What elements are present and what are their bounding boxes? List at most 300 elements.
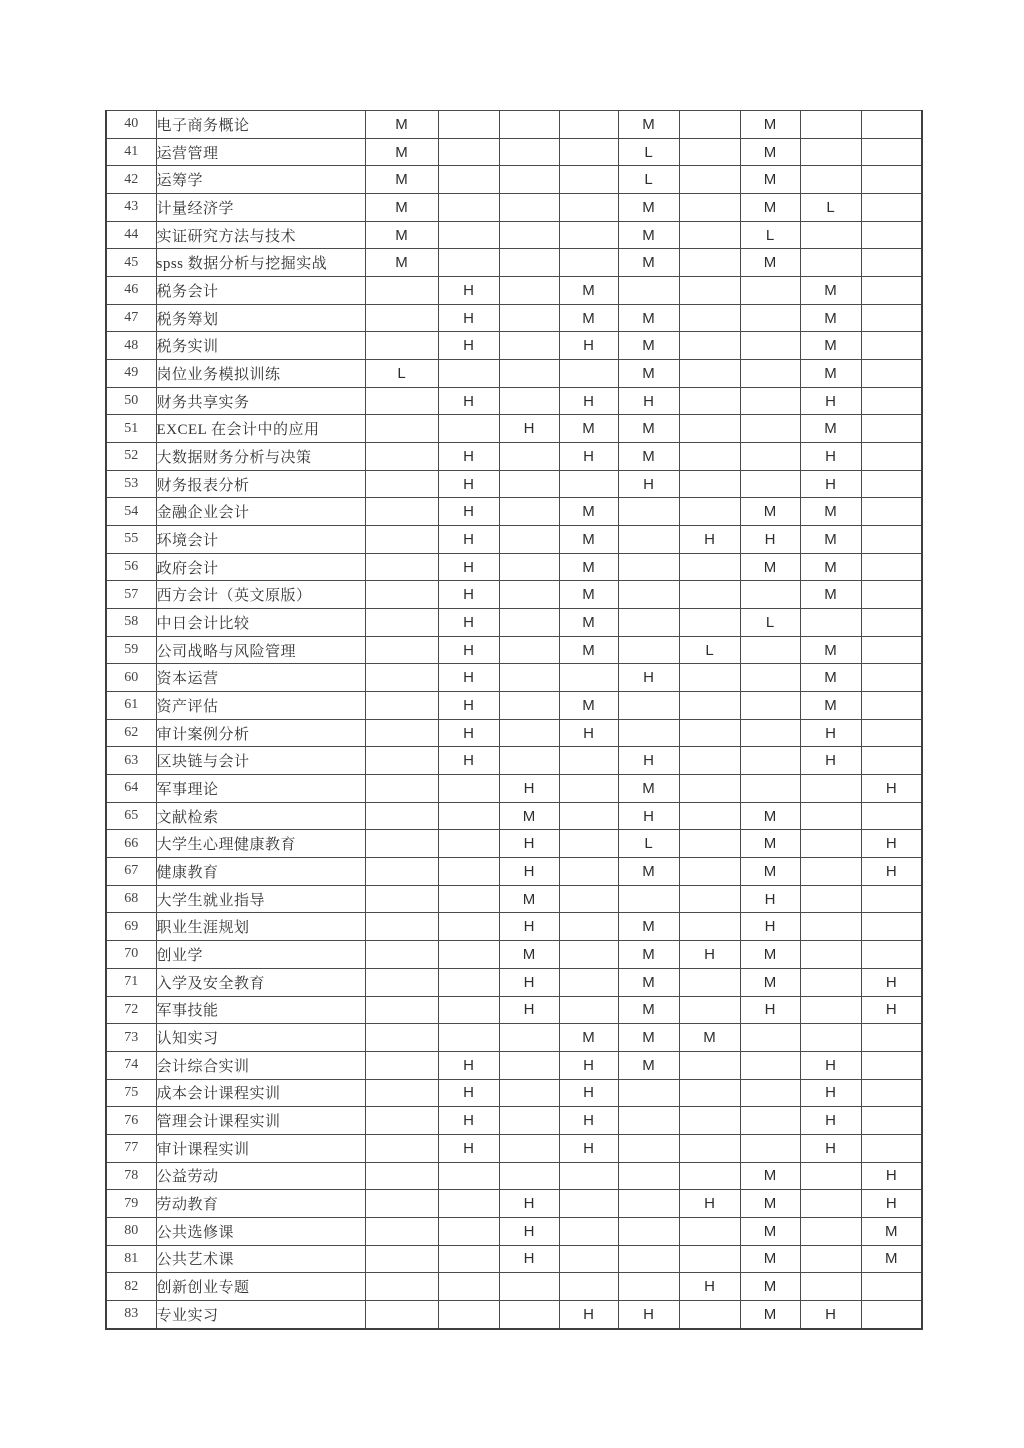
matrix-cell: M (499, 885, 559, 913)
matrix-cell: M (618, 775, 679, 803)
matrix-cell (679, 996, 740, 1024)
course-name: 财务报表分析 (156, 470, 365, 498)
matrix-cell (365, 1245, 438, 1273)
matrix-cell: H (438, 553, 499, 581)
matrix-cell (861, 387, 922, 415)
matrix-cell (499, 470, 559, 498)
matrix-cell: L (618, 166, 679, 194)
table-row (106, 858, 922, 886)
matrix-cell: H (438, 498, 499, 526)
table-row (106, 1217, 922, 1245)
matrix-cell (740, 747, 800, 775)
matrix-cell (679, 692, 740, 720)
matrix-cell: M (740, 1300, 800, 1329)
matrix-cell: H (800, 747, 861, 775)
matrix-cell: M (618, 1051, 679, 1079)
course-name: 运筹学 (156, 166, 365, 194)
matrix-cell (438, 830, 499, 858)
matrix-cell (438, 1024, 499, 1052)
matrix-cell (499, 526, 559, 554)
matrix-cell (365, 553, 438, 581)
matrix-cell (740, 664, 800, 692)
row-number: 74 (106, 1051, 156, 1079)
matrix-cell: H (438, 1079, 499, 1107)
row-number: 44 (106, 221, 156, 249)
matrix-cell: M (559, 692, 618, 720)
matrix-cell (740, 1079, 800, 1107)
matrix-cell (559, 1273, 618, 1301)
table-row (106, 360, 922, 388)
row-number: 65 (106, 802, 156, 830)
row-number: 47 (106, 304, 156, 332)
matrix-cell (861, 360, 922, 388)
row-number: 63 (106, 747, 156, 775)
matrix-cell (438, 885, 499, 913)
matrix-cell: L (740, 609, 800, 637)
matrix-cell: H (800, 1134, 861, 1162)
table-row (106, 1273, 922, 1301)
matrix-cell (438, 775, 499, 803)
matrix-cell: M (365, 138, 438, 166)
matrix-cell: H (438, 1134, 499, 1162)
matrix-cell: L (740, 221, 800, 249)
matrix-cell (861, 415, 922, 443)
matrix-cell (679, 885, 740, 913)
matrix-cell: H (438, 747, 499, 775)
matrix-cell: M (740, 553, 800, 581)
matrix-cell (861, 1024, 922, 1052)
table-row (106, 1079, 922, 1107)
matrix-cell: M (559, 609, 618, 637)
matrix-cell (800, 941, 861, 969)
matrix-cell: M (800, 277, 861, 305)
matrix-cell (559, 360, 618, 388)
matrix-cell (740, 775, 800, 803)
matrix-cell: H (438, 387, 499, 415)
matrix-cell: H (438, 526, 499, 554)
row-number: 78 (106, 1162, 156, 1190)
matrix-cell (679, 221, 740, 249)
matrix-cell: M (559, 526, 618, 554)
matrix-cell (679, 664, 740, 692)
course-name: 创新创业专题 (156, 1273, 365, 1301)
matrix-cell (800, 996, 861, 1024)
matrix-cell: H (679, 526, 740, 554)
matrix-cell (618, 609, 679, 637)
matrix-cell (740, 1107, 800, 1135)
matrix-cell (365, 941, 438, 969)
matrix-cell (679, 1051, 740, 1079)
matrix-cell: M (618, 941, 679, 969)
matrix-cell (800, 138, 861, 166)
matrix-cell (365, 332, 438, 360)
matrix-cell (861, 138, 922, 166)
matrix-cell (438, 1162, 499, 1190)
row-number: 69 (106, 913, 156, 941)
course-name: 公司战略与风险管理 (156, 636, 365, 664)
matrix-cell (438, 249, 499, 277)
matrix-cell (365, 1107, 438, 1135)
row-number: 46 (106, 277, 156, 305)
matrix-cell (861, 1134, 922, 1162)
matrix-cell: H (740, 996, 800, 1024)
matrix-cell: M (365, 194, 438, 222)
matrix-cell (438, 415, 499, 443)
matrix-cell (740, 636, 800, 664)
matrix-cell (438, 1190, 499, 1218)
matrix-cell (365, 719, 438, 747)
matrix-cell (861, 443, 922, 471)
matrix-cell (679, 858, 740, 886)
matrix-cell (365, 802, 438, 830)
matrix-cell (800, 609, 861, 637)
matrix-cell: M (499, 941, 559, 969)
matrix-cell: H (559, 719, 618, 747)
matrix-cell (365, 277, 438, 305)
matrix-cell: M (618, 443, 679, 471)
matrix-cell (559, 913, 618, 941)
course-name: EXCEL 在会计中的应用 (156, 415, 365, 443)
matrix-cell (559, 775, 618, 803)
matrix-cell (365, 1300, 438, 1329)
row-number: 53 (106, 470, 156, 498)
matrix-cell (365, 1134, 438, 1162)
matrix-cell (438, 1217, 499, 1245)
course-name: 大学生心理健康教育 (156, 830, 365, 858)
matrix-cell: H (679, 1273, 740, 1301)
matrix-cell (861, 802, 922, 830)
course-name: 认知实习 (156, 1024, 365, 1052)
matrix-cell: M (365, 249, 438, 277)
matrix-cell (365, 968, 438, 996)
matrix-cell (679, 913, 740, 941)
table-row (106, 221, 922, 249)
matrix-cell: M (679, 1024, 740, 1052)
matrix-cell: H (499, 1217, 559, 1245)
matrix-cell (861, 304, 922, 332)
course-name: 区块链与会计 (156, 747, 365, 775)
table-row (106, 581, 922, 609)
matrix-cell: M (800, 498, 861, 526)
course-name: 税务会计 (156, 277, 365, 305)
matrix-cell (800, 1162, 861, 1190)
matrix-cell (740, 581, 800, 609)
matrix-cell (365, 415, 438, 443)
table-row (106, 609, 922, 637)
course-name: 大数据财务分析与决策 (156, 443, 365, 471)
matrix-cell: M (800, 581, 861, 609)
course-name: 公共艺术课 (156, 1245, 365, 1273)
course-name: 专业实习 (156, 1300, 365, 1329)
matrix-cell (800, 221, 861, 249)
matrix-cell: H (438, 692, 499, 720)
course-name: 公益劳动 (156, 1162, 365, 1190)
matrix-cell (679, 830, 740, 858)
course-name: 军事理论 (156, 775, 365, 803)
matrix-cell (861, 664, 922, 692)
matrix-cell (365, 636, 438, 664)
matrix-cell (861, 747, 922, 775)
course-name: 资本运营 (156, 664, 365, 692)
table-row (106, 166, 922, 194)
matrix-cell (861, 470, 922, 498)
matrix-cell (740, 719, 800, 747)
table-row (106, 719, 922, 747)
matrix-cell: H (438, 719, 499, 747)
matrix-cell: H (800, 443, 861, 471)
row-number: 83 (106, 1300, 156, 1329)
row-number: 56 (106, 553, 156, 581)
matrix-cell (618, 1273, 679, 1301)
matrix-cell (499, 304, 559, 332)
matrix-cell: H (438, 664, 499, 692)
matrix-cell: H (499, 1245, 559, 1273)
matrix-cell: H (559, 387, 618, 415)
matrix-cell (365, 1051, 438, 1079)
matrix-cell (365, 1273, 438, 1301)
matrix-cell: H (861, 996, 922, 1024)
matrix-cell (861, 1300, 922, 1329)
matrix-cell: M (618, 249, 679, 277)
matrix-cell (861, 194, 922, 222)
matrix-cell: H (438, 609, 499, 637)
matrix-cell (679, 360, 740, 388)
course-name: 管理会计课程实训 (156, 1107, 365, 1135)
matrix-cell (618, 498, 679, 526)
matrix-cell: H (438, 470, 499, 498)
matrix-cell: M (618, 304, 679, 332)
matrix-cell: M (861, 1217, 922, 1245)
matrix-cell (365, 996, 438, 1024)
matrix-cell (438, 360, 499, 388)
matrix-cell: M (618, 360, 679, 388)
matrix-cell (800, 968, 861, 996)
matrix-cell: H (438, 277, 499, 305)
matrix-cell (499, 277, 559, 305)
row-number: 67 (106, 858, 156, 886)
matrix-cell (559, 111, 618, 139)
matrix-cell (499, 1079, 559, 1107)
course-name: 审计案例分析 (156, 719, 365, 747)
matrix-cell (679, 1162, 740, 1190)
matrix-cell: H (800, 470, 861, 498)
table-row (106, 636, 922, 664)
row-number: 81 (106, 1245, 156, 1273)
matrix-cell: H (618, 387, 679, 415)
matrix-cell (679, 111, 740, 139)
table-row (106, 138, 922, 166)
matrix-cell (499, 581, 559, 609)
row-number: 42 (106, 166, 156, 194)
matrix-cell (800, 1245, 861, 1273)
table-row (106, 1107, 922, 1135)
matrix-cell (559, 664, 618, 692)
table-row (106, 470, 922, 498)
matrix-cell (679, 332, 740, 360)
matrix-cell: H (499, 858, 559, 886)
table-row (106, 1024, 922, 1052)
row-number: 75 (106, 1079, 156, 1107)
matrix-cell (800, 775, 861, 803)
table-row (106, 415, 922, 443)
matrix-cell (679, 747, 740, 775)
matrix-cell: M (618, 415, 679, 443)
matrix-cell (499, 1134, 559, 1162)
matrix-cell: H (559, 1051, 618, 1079)
matrix-cell (499, 498, 559, 526)
matrix-cell (861, 885, 922, 913)
matrix-cell (365, 470, 438, 498)
matrix-cell (365, 1190, 438, 1218)
matrix-cell: H (861, 858, 922, 886)
matrix-cell: H (499, 830, 559, 858)
matrix-cell: H (499, 1190, 559, 1218)
matrix-cell (559, 996, 618, 1024)
matrix-cell: M (559, 415, 618, 443)
table-row (106, 1051, 922, 1079)
matrix-cell (740, 692, 800, 720)
matrix-cell: M (740, 1162, 800, 1190)
row-number: 62 (106, 719, 156, 747)
matrix-cell (618, 719, 679, 747)
row-number: 58 (106, 609, 156, 637)
matrix-cell (679, 581, 740, 609)
matrix-cell: M (740, 111, 800, 139)
matrix-cell: M (559, 636, 618, 664)
course-name: 电子商务概论 (156, 111, 365, 139)
course-name: 会计综合实训 (156, 1051, 365, 1079)
matrix-cell (618, 885, 679, 913)
matrix-cell: H (800, 1079, 861, 1107)
matrix-cell (679, 166, 740, 194)
matrix-table-body (106, 111, 922, 1330)
matrix-cell: M (618, 194, 679, 222)
matrix-cell: M (499, 802, 559, 830)
matrix-cell (499, 138, 559, 166)
row-number: 73 (106, 1024, 156, 1052)
matrix-cell (679, 194, 740, 222)
course-name: 资产评估 (156, 692, 365, 720)
row-number: 59 (106, 636, 156, 664)
row-number: 50 (106, 387, 156, 415)
matrix-cell (559, 885, 618, 913)
matrix-cell (438, 996, 499, 1024)
course-name: 审计课程实训 (156, 1134, 365, 1162)
matrix-cell (499, 609, 559, 637)
matrix-cell (499, 332, 559, 360)
matrix-cell (365, 1079, 438, 1107)
table-row (106, 664, 922, 692)
matrix-cell: M (740, 1190, 800, 1218)
matrix-cell (618, 1079, 679, 1107)
matrix-cell (499, 360, 559, 388)
matrix-cell (365, 858, 438, 886)
matrix-cell (559, 747, 618, 775)
matrix-cell: H (861, 775, 922, 803)
matrix-cell (618, 1245, 679, 1273)
matrix-cell (559, 1245, 618, 1273)
matrix-cell (365, 830, 438, 858)
matrix-cell: H (800, 719, 861, 747)
matrix-cell: H (740, 913, 800, 941)
row-number: 68 (106, 885, 156, 913)
course-name: 入学及安全教育 (156, 968, 365, 996)
matrix-cell (800, 830, 861, 858)
matrix-cell: M (740, 830, 800, 858)
matrix-cell (438, 1300, 499, 1329)
course-name: 健康教育 (156, 858, 365, 886)
matrix-cell (559, 968, 618, 996)
matrix-cell (679, 387, 740, 415)
course-name: spss 数据分析与挖掘实战 (156, 249, 365, 277)
matrix-cell (499, 553, 559, 581)
matrix-cell: M (740, 1217, 800, 1245)
matrix-cell (740, 470, 800, 498)
matrix-cell: H (559, 443, 618, 471)
matrix-cell (618, 1107, 679, 1135)
table-row (106, 747, 922, 775)
course-name: 中日会计比较 (156, 609, 365, 637)
matrix-cell: H (679, 1190, 740, 1218)
matrix-cell: H (618, 664, 679, 692)
matrix-cell (861, 636, 922, 664)
matrix-cell: H (438, 304, 499, 332)
matrix-cell (618, 526, 679, 554)
course-name: 职业生涯规划 (156, 913, 365, 941)
matrix-cell (618, 1162, 679, 1190)
row-number: 41 (106, 138, 156, 166)
matrix-cell: H (618, 747, 679, 775)
matrix-cell (679, 609, 740, 637)
matrix-cell: M (861, 1245, 922, 1273)
matrix-cell (740, 443, 800, 471)
matrix-cell: H (559, 332, 618, 360)
matrix-cell (559, 138, 618, 166)
course-name: 运营管理 (156, 138, 365, 166)
matrix-cell (559, 858, 618, 886)
matrix-cell: M (740, 941, 800, 969)
matrix-cell (559, 470, 618, 498)
matrix-cell (438, 1245, 499, 1273)
row-number: 72 (106, 996, 156, 1024)
matrix-cell (800, 1190, 861, 1218)
matrix-cell (499, 111, 559, 139)
row-number: 54 (106, 498, 156, 526)
row-number: 40 (106, 111, 156, 139)
row-number: 52 (106, 443, 156, 471)
table-row (106, 1162, 922, 1190)
matrix-cell (499, 443, 559, 471)
course-name: 西方会计（英文原版） (156, 581, 365, 609)
matrix-cell (679, 1079, 740, 1107)
row-number: 77 (106, 1134, 156, 1162)
row-number: 45 (106, 249, 156, 277)
table-row (106, 304, 922, 332)
matrix-cell: M (365, 221, 438, 249)
matrix-cell: M (559, 553, 618, 581)
matrix-cell (438, 111, 499, 139)
row-number: 80 (106, 1217, 156, 1245)
course-name: 劳动教育 (156, 1190, 365, 1218)
matrix-cell (499, 719, 559, 747)
matrix-cell (365, 1024, 438, 1052)
matrix-cell: H (800, 1300, 861, 1329)
course-name: 金融企业会计 (156, 498, 365, 526)
table-row (106, 553, 922, 581)
matrix-cell: M (740, 498, 800, 526)
matrix-cell (740, 277, 800, 305)
matrix-cell (800, 858, 861, 886)
